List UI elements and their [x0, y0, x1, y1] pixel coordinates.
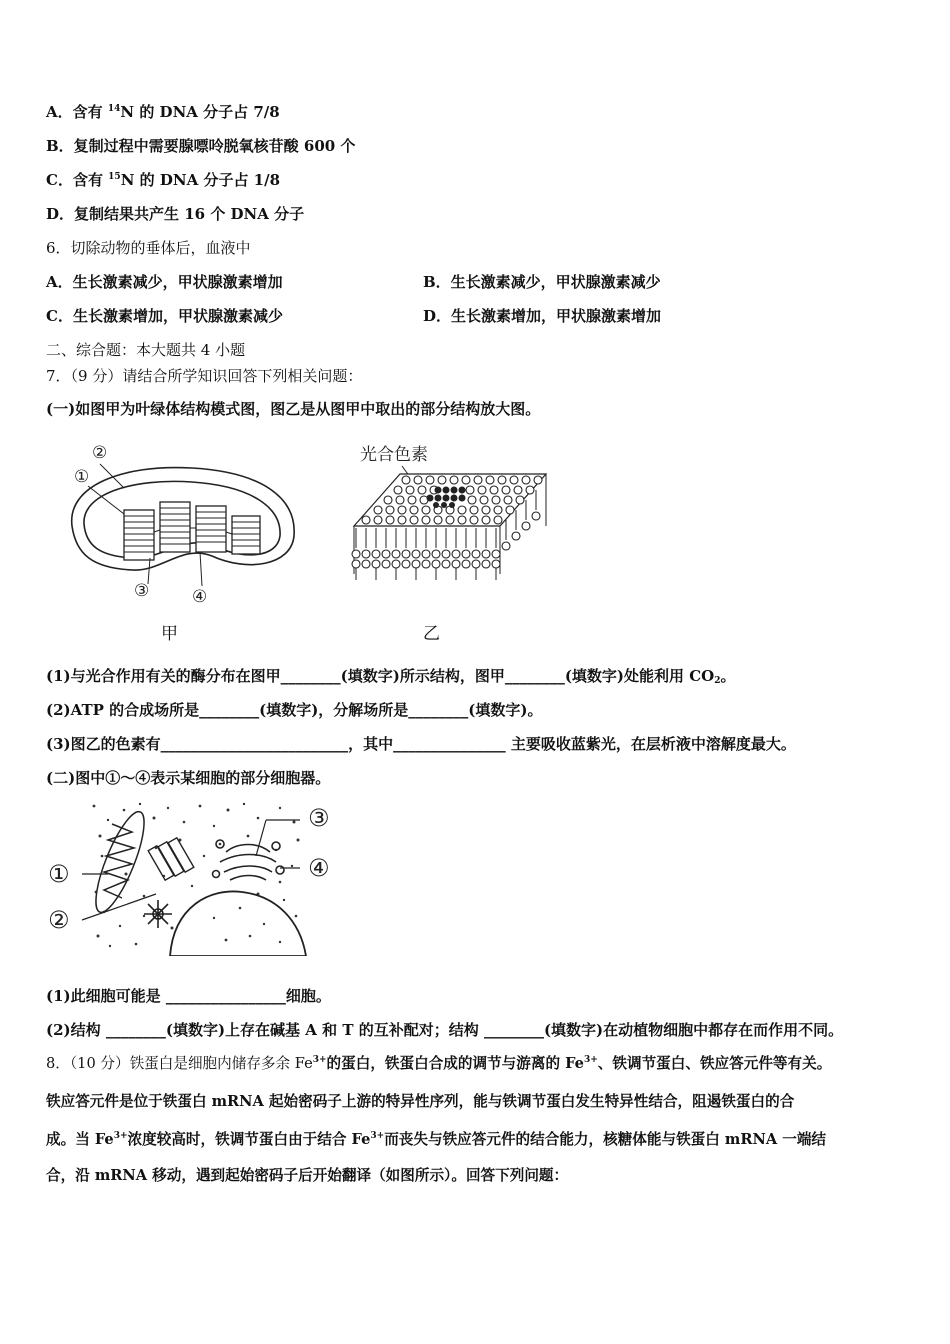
chloroplast-diagram — [62, 436, 302, 608]
thylakoid-membrane-diagram — [340, 440, 552, 590]
q5-option-c: C．含有 $^{15}$N 的 DNA 分子占 1/8 — [46, 171, 281, 189]
organelles-diagram — [44, 796, 340, 956]
q5-option-b: B．复制过程中需要腺嘌呤脱氧核苷酸 600 个 — [46, 137, 356, 155]
q7-part1-intro: (一)如图甲为叶绿体结构模式图，图乙是从图甲中取出的部分结构放大图。 — [46, 400, 541, 418]
q6-options-row1 — [46, 272, 661, 292]
q7-sub1: (1)与光合作用有关的酶分布在图甲________(填数字)所示结构，图甲________(填数字)处能利用 $CO_2$。 — [46, 667, 736, 686]
q8-line-3: 成。当 $Fe^{3+}$浓度较高时，铁调节蛋白由于结合 $Fe^{3+}$而丧失与铁应答元件的结合能力，核糖体能与铁蛋白 mRNA 一端结 — [46, 1131, 827, 1148]
chloroplast-label-1: ① — [74, 467, 90, 487]
q6-option-b: B．生长激素减少，甲状腺激素减少 — [423, 273, 661, 291]
organelle-label-4: ④ — [308, 854, 330, 882]
q7-part2-sub1: (1)此细胞可能是 ________________细胞。 — [46, 987, 331, 1005]
q6-option-d: D．生长激素增加，甲状腺激素增加 — [423, 307, 662, 325]
q8-line-1: 8．（10 分）铁蛋白是细胞内储存多余 $Fe^{3+}$的蛋白，铁蛋白合成的调节与游离的 $Fe^{3+}$、铁调节蛋白、铁应答元件等有关。 — [46, 1055, 832, 1072]
q7-sub3: (3)图乙的色素有_________________________，其中_______________ 主要吸收蓝紫光，在层析液中溶解度最大。 — [46, 735, 796, 753]
q7-sub2: (2)ATP 的合成场所是________(填数字)，分解场所是________(填数字)。 — [46, 701, 543, 719]
q6-options-row2 — [46, 306, 662, 326]
section-2-title: 二、综合题：本大题共 4 小题 — [46, 341, 246, 359]
q7-stem: 7．（9 分）请结合所学知识回答下列相关问题： — [46, 367, 363, 385]
q8-line-2: 铁应答元件是位于铁蛋白 mRNA 起始密码子上游的特异性序列，能与铁调节蛋白发生特异性结合，阻遏铁蛋白的合 — [46, 1093, 795, 1110]
chloroplast-label-4: ④ — [192, 587, 208, 607]
q6-option-c: C．生长激素增加，甲状腺激素减少 — [46, 307, 283, 325]
q8-line-4: 合，沿 mRNA 移动，遇到起始密码子后开始翻译（如图所示）。回答下列问题： — [46, 1167, 569, 1184]
q7-part2-sub2: (2)结构 ________(填数字)上存在碱基 A 和 T 的互补配对；结构 ________(填数字)在动植物细胞中都存在而作用不同。 — [46, 1021, 844, 1039]
organelle-label-2: ② — [48, 906, 70, 934]
figure-caption-yi: 乙 — [423, 624, 440, 644]
q6-option-a: A．生长激素减少，甲状腺激素增加 — [46, 273, 283, 291]
chloroplast-label-3: ③ — [134, 581, 150, 601]
q6-stem: 6．切除动物的垂体后，血液中 — [46, 239, 251, 257]
organelle-label-1: ① — [48, 860, 70, 888]
organelle-label-3: ③ — [308, 804, 330, 832]
q7-part2-intro: (二)图中①～④表示某细胞的部分细胞器。 — [46, 769, 331, 787]
q5-option-d: D．复制结果共产生 16 个 DNA 分子 — [46, 205, 305, 223]
figure-caption-jia: 甲 — [161, 624, 178, 644]
q5-option-a: A．含有 $^{14}$N 的 DNA 分子占 7/8 — [46, 103, 280, 121]
pigment-label: 光合色素 — [360, 445, 428, 465]
chloroplast-label-2: ② — [92, 443, 108, 463]
